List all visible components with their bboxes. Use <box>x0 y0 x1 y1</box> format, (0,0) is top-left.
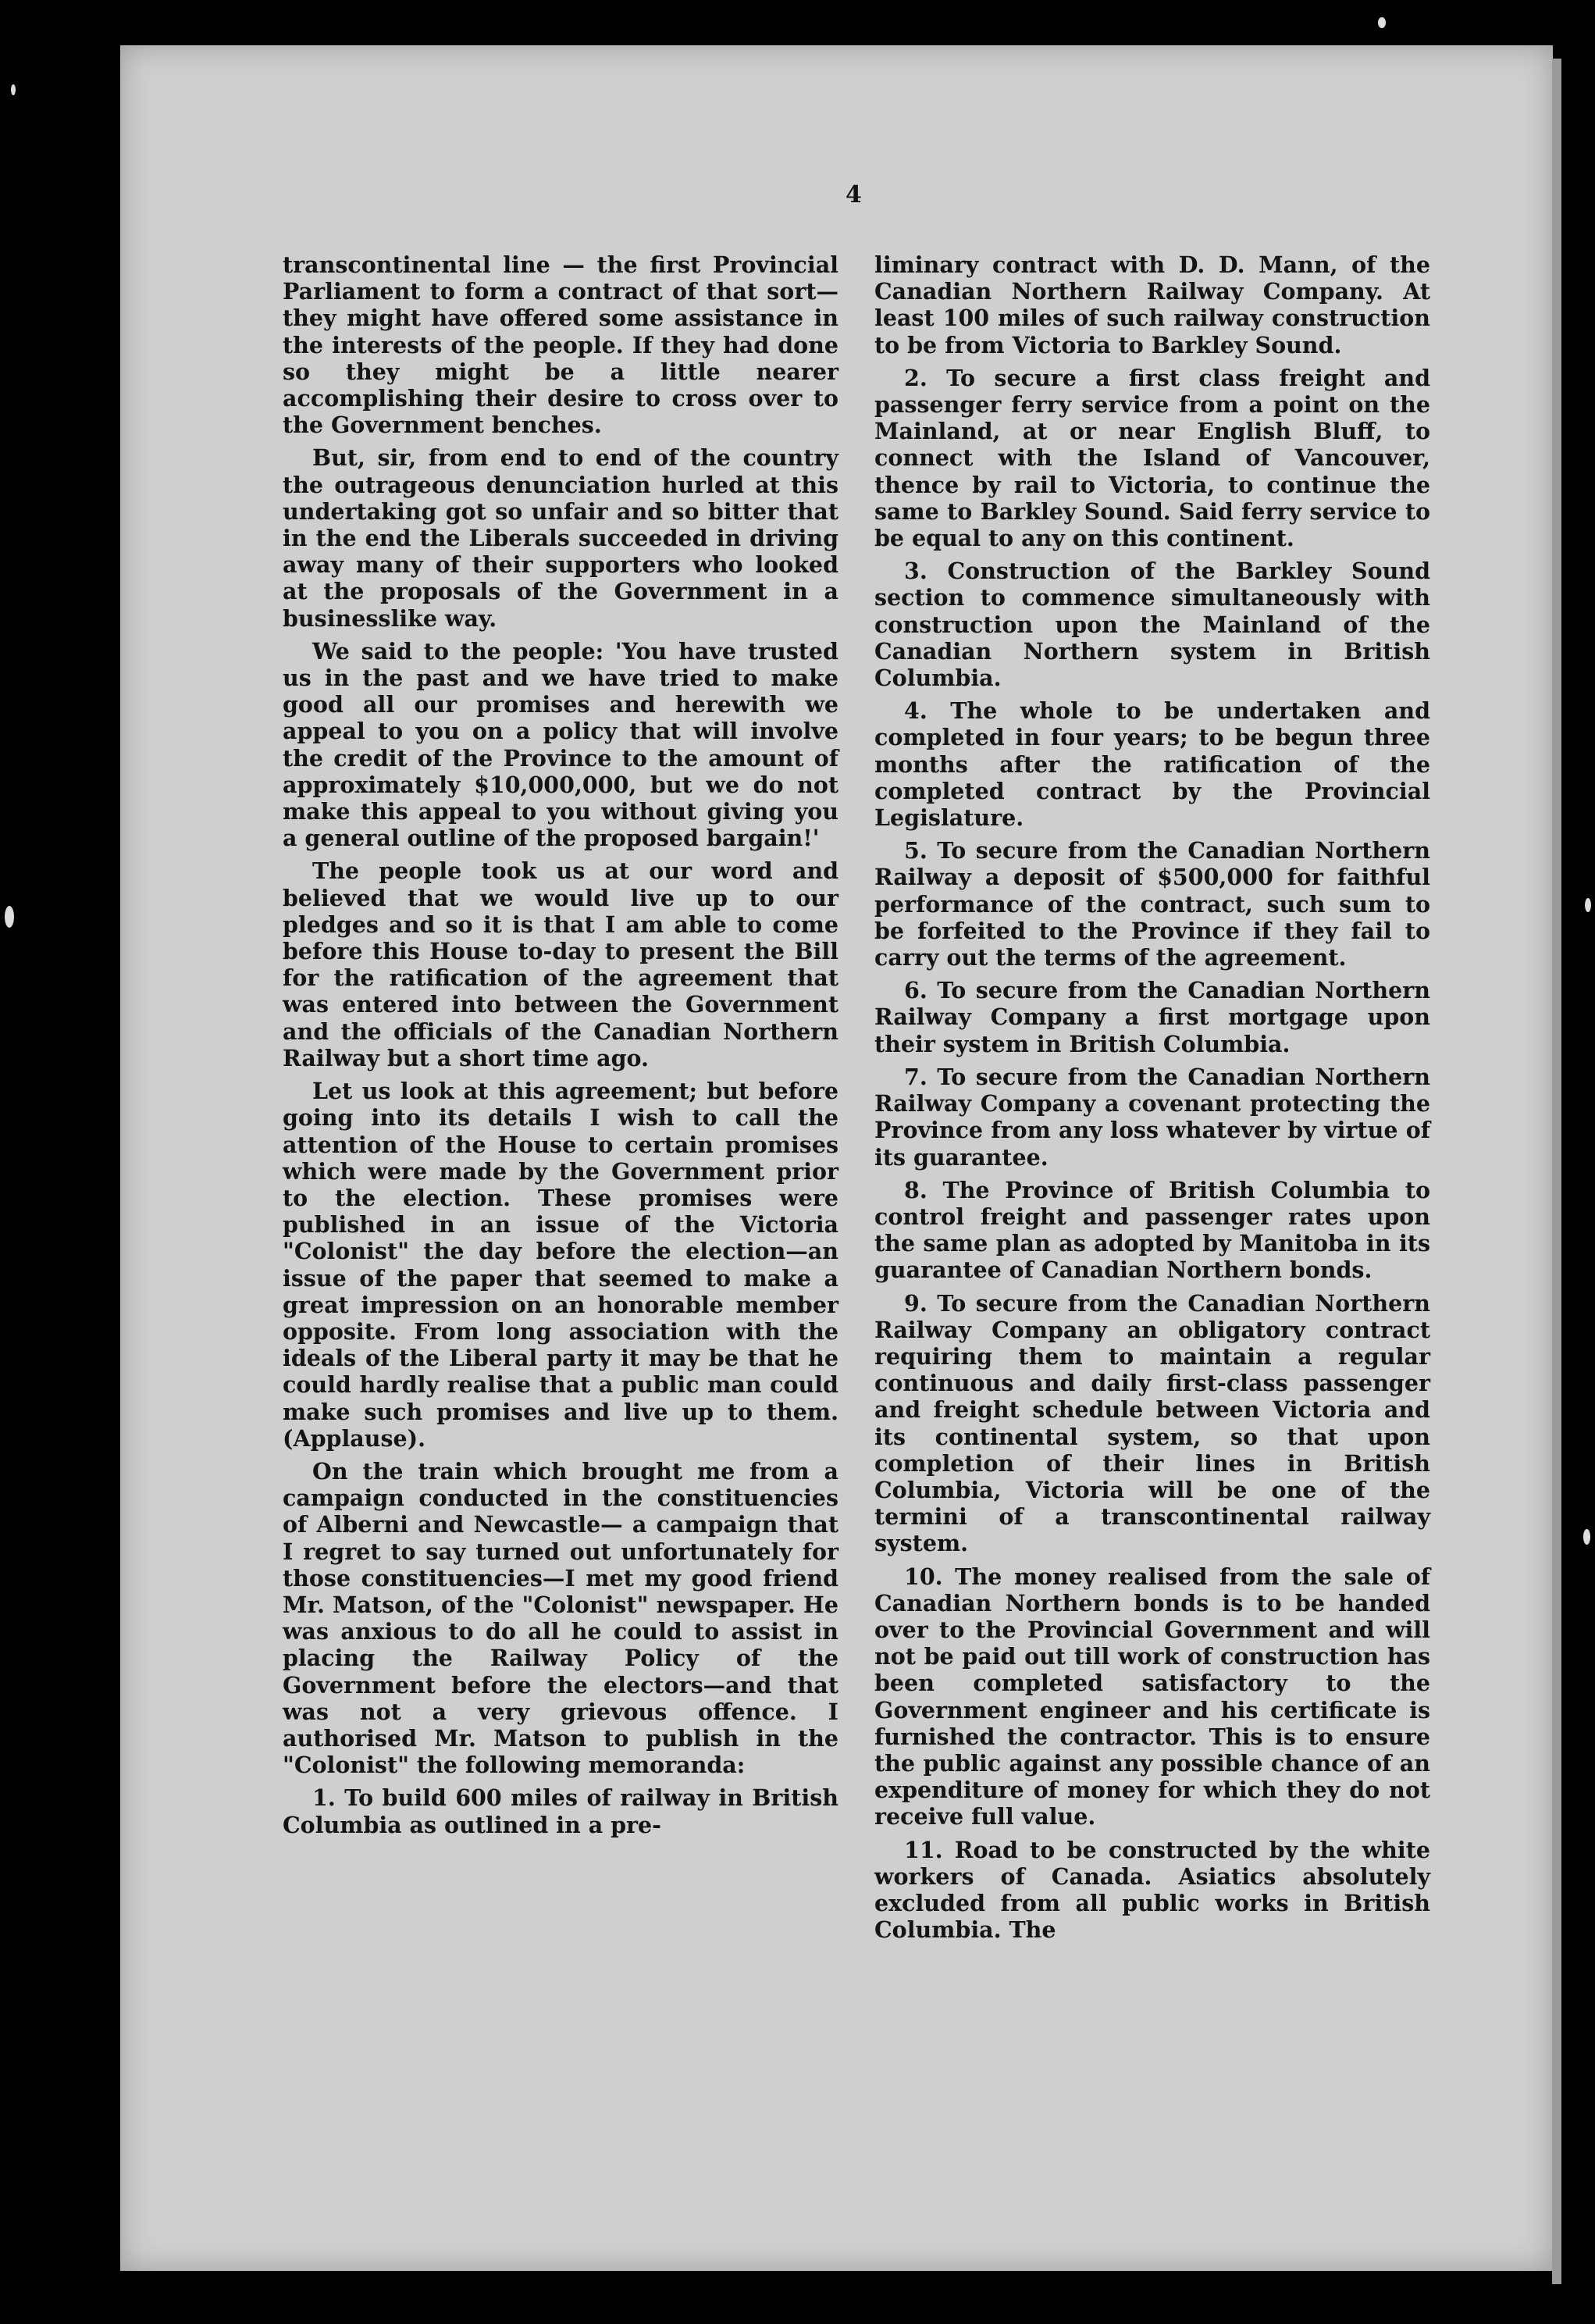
scan-speck <box>1378 17 1386 28</box>
numbered-item: 5. To secure from the Canadian Northern Railway a deposit of $500,000 for faithful performance of the contract, such sum to be forfeited to the Province if they fail to carry out the terms of the agreement. <box>874 837 1430 971</box>
numbered-item: 8. The Province of British Columbia to control freight and passenger rates upon the same plan as adopted by Manitoba in its guarantee of Canadian Northern bonds. <box>874 1176 1430 1284</box>
numbered-item: 2. To secure a first class freight and passenger ferry service from a point on the Mainland, at or near English Bluff, to connect with the Island of Vancouver, thence by rail to Victoria, to continue the same to Barkley Sound. Said ferry service to be equal to any on this continent. <box>874 364 1430 552</box>
right-text-column <box>874 251 1430 1949</box>
paragraph: Let us look at this agreement; but before going into its details I wish to call the attention of the House to certain promises which were made by the Government prior to the election. These promises were published in an issue of the Victoria "Colonist" the day before the election—an issue of the paper that seemed to make a great impression on an honorable member opposite. From long association with the ideals of the Liberal party it may be that he could hardly realise that a public man could make such promises and live up to them. (Applause). <box>283 1078 838 1452</box>
scan-speck <box>11 84 16 95</box>
page-number: 4 <box>846 181 862 209</box>
paragraph: liminary contract with D. D. Mann, of the Canadian Northern Railway Company. At least 100 miles of such railway construction to be from Victoria to Barkley Sound. <box>874 251 1430 358</box>
paragraph: On the train which brought me from a campaign conducted in the constituencies of Alberni and Newcastle— a campaign that I regret to say turned out unfortunately for those constituencies—I met my good friend Mr. Matson, of the "Colonist" newspaper. He was anxious to do all he could to assist in placing the Railway Policy of the Government before the electors—and that was not a very grievous offence. I authorised Mr. Matson to publish in the "Colonist" the following memoranda: <box>283 1457 838 1779</box>
scan-speck <box>1583 1529 1590 1545</box>
adjacent-page-edge <box>1552 59 1561 2284</box>
numbered-item: 10. The money realised from the sale of Canadian Northern bonds is to be handed over to the Provincial Government and will not be paid out till work of construction has been completed satisfactory to the Government engineer and his certificate is furnished the contractor. This is to ensure the public against any possible chance of an expenditure of money for which they do not receive full value. <box>874 1563 1430 1830</box>
numbered-item: 7. To secure from the Canadian Northern Railway Company a covenant protecting the Province from any loss whatever by virtue of its guarantee. <box>874 1063 1430 1171</box>
scan-speck <box>1585 898 1591 912</box>
numbered-item: 6. To secure from the Canadian Northern Railway Company a first mortgage upon their system in British Columbia. <box>874 977 1430 1057</box>
numbered-item: 11. Road to be constructed by the white workers of Canada. Asiatics absolutely excluded from all public works in British Columbia. The <box>874 1836 1430 1944</box>
paragraph: But, sir, from end to end of the country the outrageous denunciation hurled at this undertaking got so unfair and so bitter that in the end the Liberals succeeded in driving away many of their supporters who looked at the proposals of the Government in a businesslike way. <box>283 444 838 632</box>
paragraph: transcontinental line — the first Provincial Parliament to form a contract of that sort—they might have offered some assistance in the interests of the people. If they had done so they might be a little nearer accomplishing their desire to cross over to the Government benches. <box>283 251 838 439</box>
numbered-item: 1. To build 600 miles of railway in British Columbia as outlined in a pre- <box>283 1784 838 1838</box>
numbered-item: 9. To secure from the Canadian Northern Railway Company an obligatory contract requiring them to maintain a regular continuous and daily first-class passenger and freight schedule between Victoria and its continental system, so that upon completion of their lines in British Columbia, Victoria will be one of the termini of a transcontinental railway system. <box>874 1289 1430 1557</box>
paragraph: The people took us at our word and believed that we would live up to our pledges and so it is that I am able to come before this House to-day to present the Bill for the ratification of the agreement that was entered into between the Government and the officials of the Canadian Northern Railway but a short time ago. <box>283 857 838 1071</box>
numbered-item: 4. The whole to be undertaken and completed in four years; to be begun three months after the ratification of the completed contract by the Provincial Legislature. <box>874 697 1430 832</box>
left-text-column <box>283 251 838 1845</box>
paragraph: We said to the people: 'You have trusted us in the past and we have tried to make good all our promises and herewith we appeal to you on a policy that will involve the credit of the Province to the amount of approximately $10,000,000, but we do not make this appeal to you without giving you a general outline of the proposed bargain!' <box>283 637 838 852</box>
numbered-item: 3. Construction of the Barkley Sound section to commence simultaneously with construction upon the Mainland of the Canadian Northern system in British Columbia. <box>874 558 1430 692</box>
scan-speck <box>5 906 14 928</box>
